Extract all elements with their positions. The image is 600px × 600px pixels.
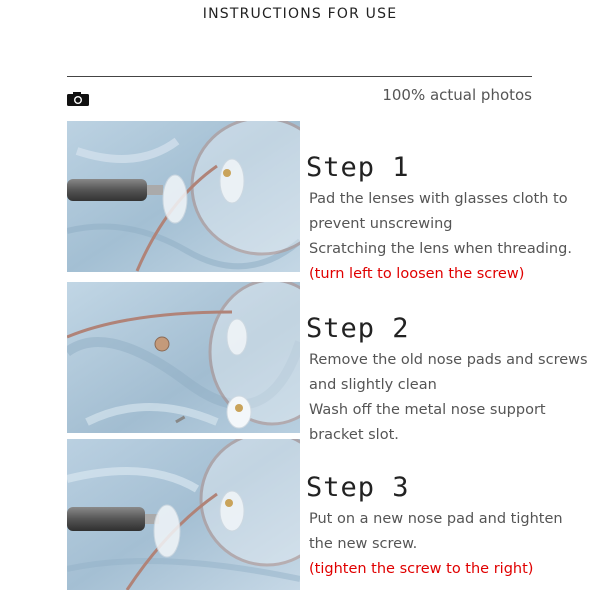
step-1-photo [67,121,300,272]
step-1-line-2: prevent unscrewing [309,216,453,232]
divider [67,76,532,77]
step-1-note: (turn left to loosen the screw) [309,266,525,282]
step-1-line-3: Scratching the lens when threading. [309,241,572,257]
step-3-line-1: Put on a new nose pad and tighten [309,511,563,527]
step-1-title: Step 1 [306,152,410,183]
step-2-line-4: bracket slot. [309,427,399,443]
actual-photos-label: 100% actual photos [382,86,532,104]
step-2-photo [67,282,300,433]
step-2-line-3: Wash off the metal nose support [309,402,546,418]
step-3 [306,474,591,582]
step-2-line-1: Remove the old nose pads and screws [309,352,588,368]
camera-icon [67,92,89,106]
step-2-line-2: and slightly clean [309,377,437,393]
step-1 [306,154,591,287]
step-3-note: (tighten the screw to the right) [309,561,534,577]
page-title: INSTRUCTIONS FOR USE [202,6,398,22]
step-3-photo [67,439,300,590]
step-2-title: Step 2 [306,313,410,344]
step-1-line-1: Pad the lenses with glasses cloth to [309,191,568,207]
step-2 [306,315,591,448]
step-3-line-2: the new screw. [309,536,418,552]
step-3-title: Step 3 [306,472,410,503]
